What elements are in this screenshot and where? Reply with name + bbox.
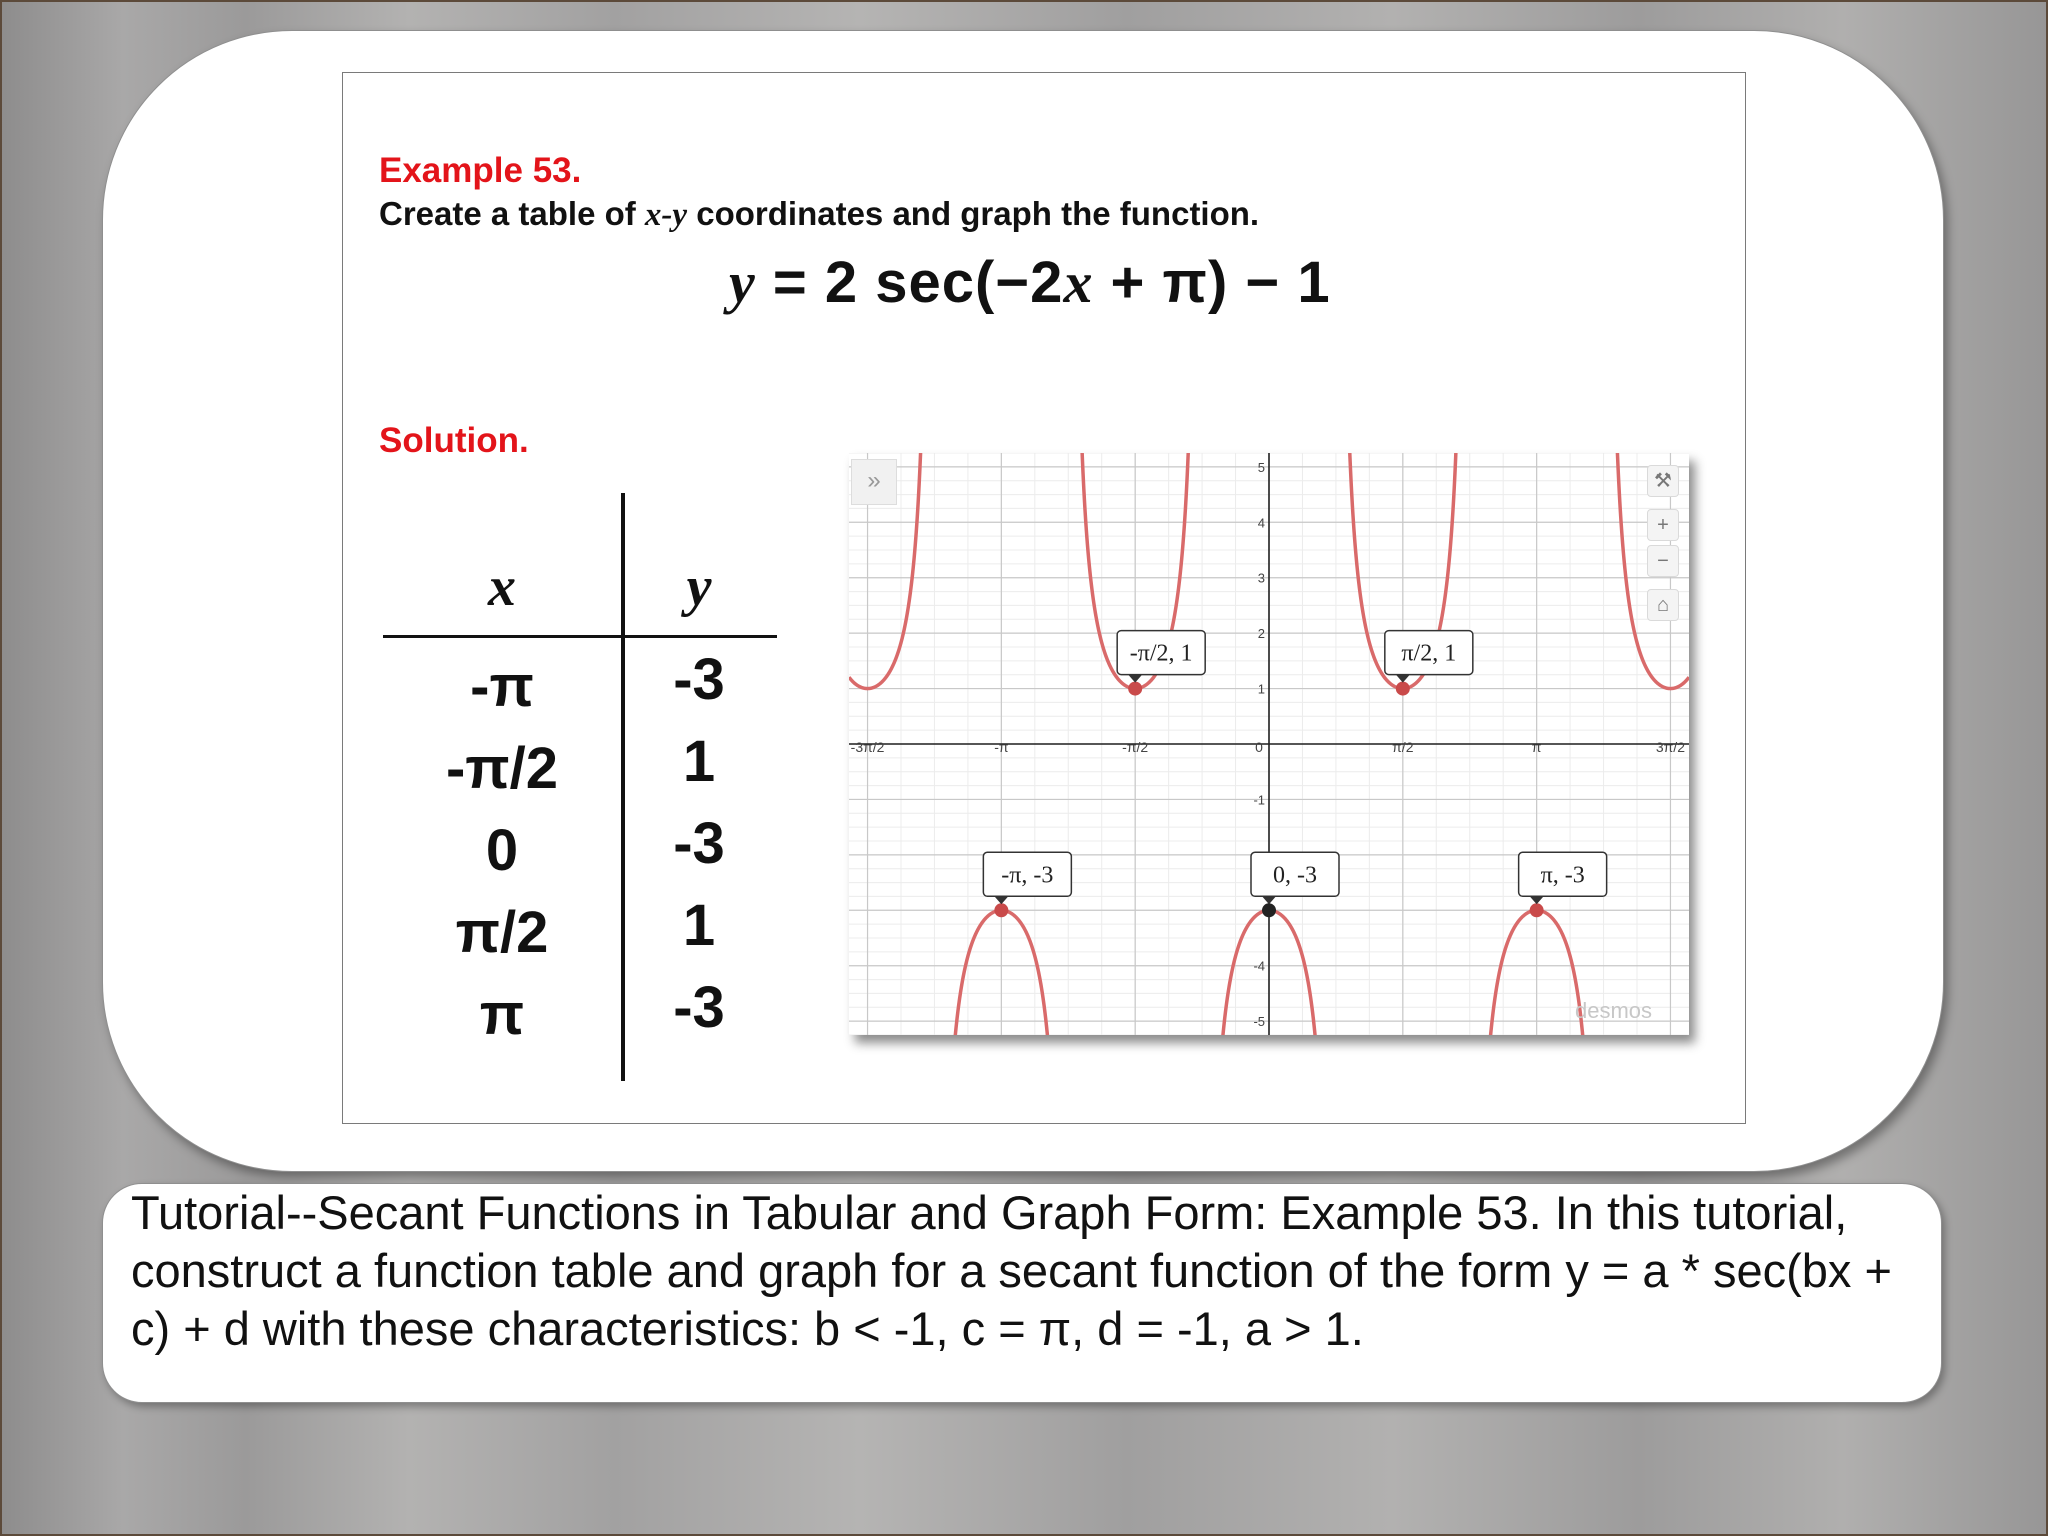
graph-point (1262, 903, 1276, 917)
table-cell-y: 1 (682, 729, 716, 794)
desmos-watermark: desmos (1575, 998, 1653, 1023)
table-header-y: y (686, 556, 712, 618)
example-title: Example 53. (379, 151, 582, 190)
point-label-text: π/2, 1 (1401, 640, 1457, 667)
x-tick-label: π (1531, 739, 1542, 755)
caption-box (102, 1183, 1942, 1403)
y-tick-label: 2 (1257, 626, 1265, 642)
point-label-text: -π/2, 1 (1129, 640, 1193, 667)
y-tick-label: -5 (1253, 1014, 1265, 1030)
point-label-text: 0, -3 (1273, 862, 1317, 889)
point-label-pointer (1128, 675, 1142, 683)
y-tick-label: -1 (1253, 792, 1265, 808)
table-cell-y: -3 (673, 647, 725, 712)
point-label-text: π, -3 (1540, 862, 1585, 889)
table-cell-y: 1 (682, 893, 716, 958)
point-label-pointer (1262, 896, 1276, 904)
function-equation (729, 249, 1331, 316)
y-tick-label: 5 (1257, 459, 1265, 475)
table-cell-x: 0 (485, 818, 519, 883)
prompt-text-before: Create a table of (379, 195, 645, 232)
x-tick-label: -3π/2 (850, 739, 885, 755)
zoom-out-icon[interactable]: − (1647, 545, 1679, 577)
x-tick-label: -π/2 (1122, 739, 1149, 755)
solution-label: Solution. (379, 421, 529, 460)
table-cell-y: -3 (673, 975, 725, 1040)
point-label-pointer (1530, 896, 1544, 904)
zoom-in-icon[interactable]: + (1647, 509, 1679, 541)
prompt-text-after: coordinates and graph the function. (687, 195, 1260, 232)
desmos-graph[interactable] (849, 453, 1689, 1035)
y-tick-label: -4 (1253, 958, 1265, 974)
equation-x: x (1063, 250, 1094, 315)
double-chevron-right-icon[interactable]: » (851, 459, 897, 505)
equation-y: y (729, 250, 756, 315)
equation-part1: = 2 sec(−2 (755, 250, 1064, 315)
table-cell-x: -π (470, 654, 534, 719)
graph-point (994, 903, 1008, 917)
table-header-x: x (488, 556, 516, 618)
point-label-pointer (1396, 675, 1410, 683)
graph-point (1128, 682, 1142, 696)
point-label-text: -π, -3 (1001, 862, 1054, 889)
lesson-slide (342, 72, 1746, 1124)
wrench-icon[interactable]: ⚒ (1647, 465, 1679, 497)
x-tick-label: -π (994, 739, 1009, 755)
point-label-pointer (994, 896, 1008, 904)
table-cell-x: -π/2 (445, 736, 559, 801)
example-prompt (379, 195, 1259, 234)
equation-part2: + π) − 1 (1093, 250, 1331, 315)
table-divider-horizontal (383, 635, 777, 638)
y-tick-label: 1 (1257, 681, 1265, 697)
xy-table (383, 493, 783, 1083)
x-tick-label: 0 (1255, 739, 1263, 755)
x-tick-label: π/2 (1392, 739, 1414, 755)
x-tick-label: 3π/2 (1655, 739, 1685, 755)
caption-text: Tutorial--Secant Functions in Tabular and Graph Form: Example 53. In this tutorial, construct a function table and graph for a secant function of the form y = a * sec(bx + c) + d with these characteristics: b < -1, c = π, d = -1, a > 1. (131, 1186, 1892, 1355)
prompt-variable: x-y (644, 197, 688, 233)
graph-point (1396, 682, 1410, 696)
home-icon[interactable]: ⌂ (1647, 589, 1679, 621)
table-cell-x: π/2 (455, 900, 549, 965)
y-tick-label: 4 (1257, 515, 1265, 531)
graph-point (1530, 903, 1544, 917)
graph-canvas[interactable] (849, 453, 1689, 1035)
y-tick-label: 3 (1257, 570, 1265, 586)
table-cell-x: π (479, 982, 525, 1047)
table-cell-y: -3 (673, 811, 725, 876)
